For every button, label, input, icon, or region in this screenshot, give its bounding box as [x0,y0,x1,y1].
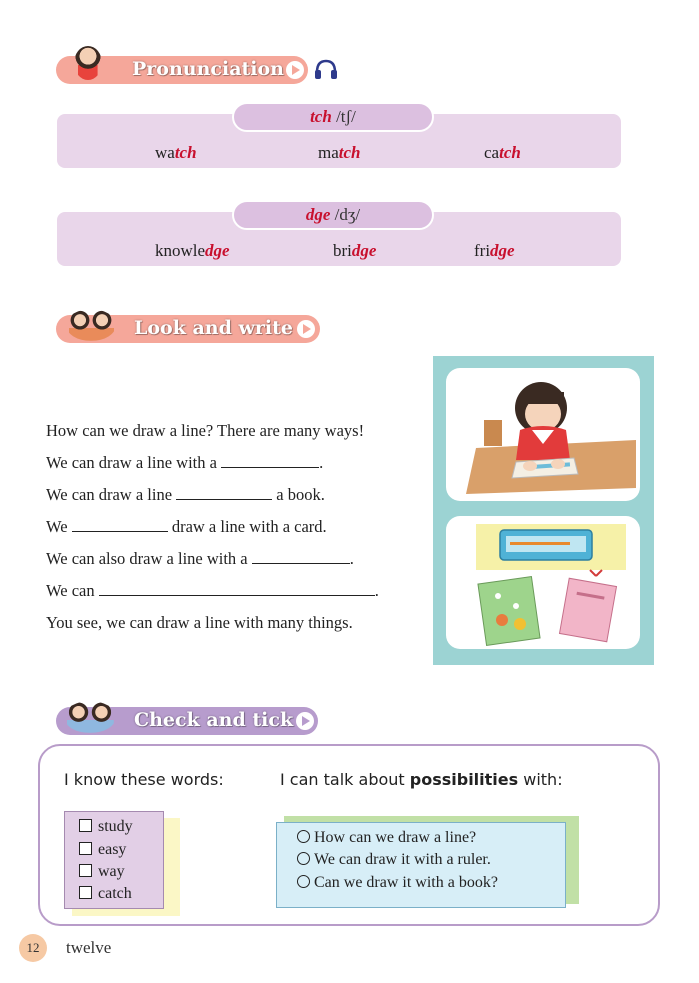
radio-circle[interactable] [297,852,310,865]
answer-blank[interactable] [72,517,168,532]
answer-blank[interactable] [99,581,375,596]
sentence-5: We can also draw a line with a . [46,549,354,568]
headphones-icon[interactable] [314,58,338,80]
pronunciation-header [56,56,308,84]
sentence-4: We draw a line with a card. [46,517,327,536]
page-number: 12 [26,940,40,955]
phrase-item-1[interactable]: How can we draw a line? [297,829,476,847]
page-number-badge [19,934,47,962]
word-item-way[interactable]: way [79,863,125,881]
two-kids-icon [66,309,116,341]
phrase-item-3[interactable]: Can we draw it with a book? [297,874,498,892]
dge-ipa: /dʒ/ [334,205,361,224]
two-kids-icon [64,701,116,733]
sentence-1: How can we draw a line? There are many ways! [46,421,365,440]
talk-heading: I can talk about possibilities with: [280,770,563,789]
words-heading: I know these words: [64,770,224,789]
picture-panel [433,356,654,665]
tch-word-3: catch [484,143,521,162]
radio-circle[interactable] [297,875,310,888]
answer-blank[interactable] [252,549,350,564]
checkbox[interactable] [79,864,92,877]
play-icon[interactable] [296,712,314,730]
page-word: twelve [66,938,112,957]
radio-circle[interactable] [297,830,310,843]
sentence-7: You see, we can draw a line with many things. [46,613,353,632]
answer-blank[interactable] [176,485,272,500]
answer-blank[interactable] [221,453,319,468]
tch-word-2: match [318,143,361,162]
word-item-study[interactable]: study [79,818,133,836]
pronunciation-title: Pronunciation [132,58,284,80]
dge-word-3: fridge [474,241,515,260]
look-write-title: Look and write [134,317,293,339]
checkbox[interactable] [79,842,92,855]
pencil-case-and-books-picture [446,516,640,649]
tch-pattern: tch [310,107,332,126]
sentence-2: We can draw a line with a . [46,453,324,472]
checkbox[interactable] [79,886,92,899]
word-item-easy[interactable]: easy [79,841,126,859]
dge-word-2: bridge [333,241,377,260]
look-write-header [56,315,320,343]
tch-ipa: /tʃ/ [336,107,356,126]
girl-drawing-illustration [446,368,640,501]
check-tick-title: Check and tick [134,709,294,731]
dge-word-1: knowledge [155,241,230,260]
play-icon[interactable] [297,320,315,338]
play-icon[interactable] [286,61,304,79]
sentence-6: We can . [46,581,379,600]
girl-drawing-picture [446,368,640,501]
dge-pattern: dge [305,205,331,224]
check-tick-header [56,707,318,735]
girl-reading-icon [74,46,102,80]
possibilities-keyword: possibilities [409,770,519,789]
checkbox[interactable] [79,819,92,832]
sentence-3: We can draw a line a book. [46,485,325,504]
tch-pill [232,102,434,132]
pencil-case-and-books-illustration [446,516,640,649]
phrase-item-2[interactable]: We can draw it with a ruler. [297,851,491,869]
word-item-catch[interactable]: catch [79,885,132,903]
dge-pill [232,200,434,230]
tch-word-1: watch [155,143,197,162]
